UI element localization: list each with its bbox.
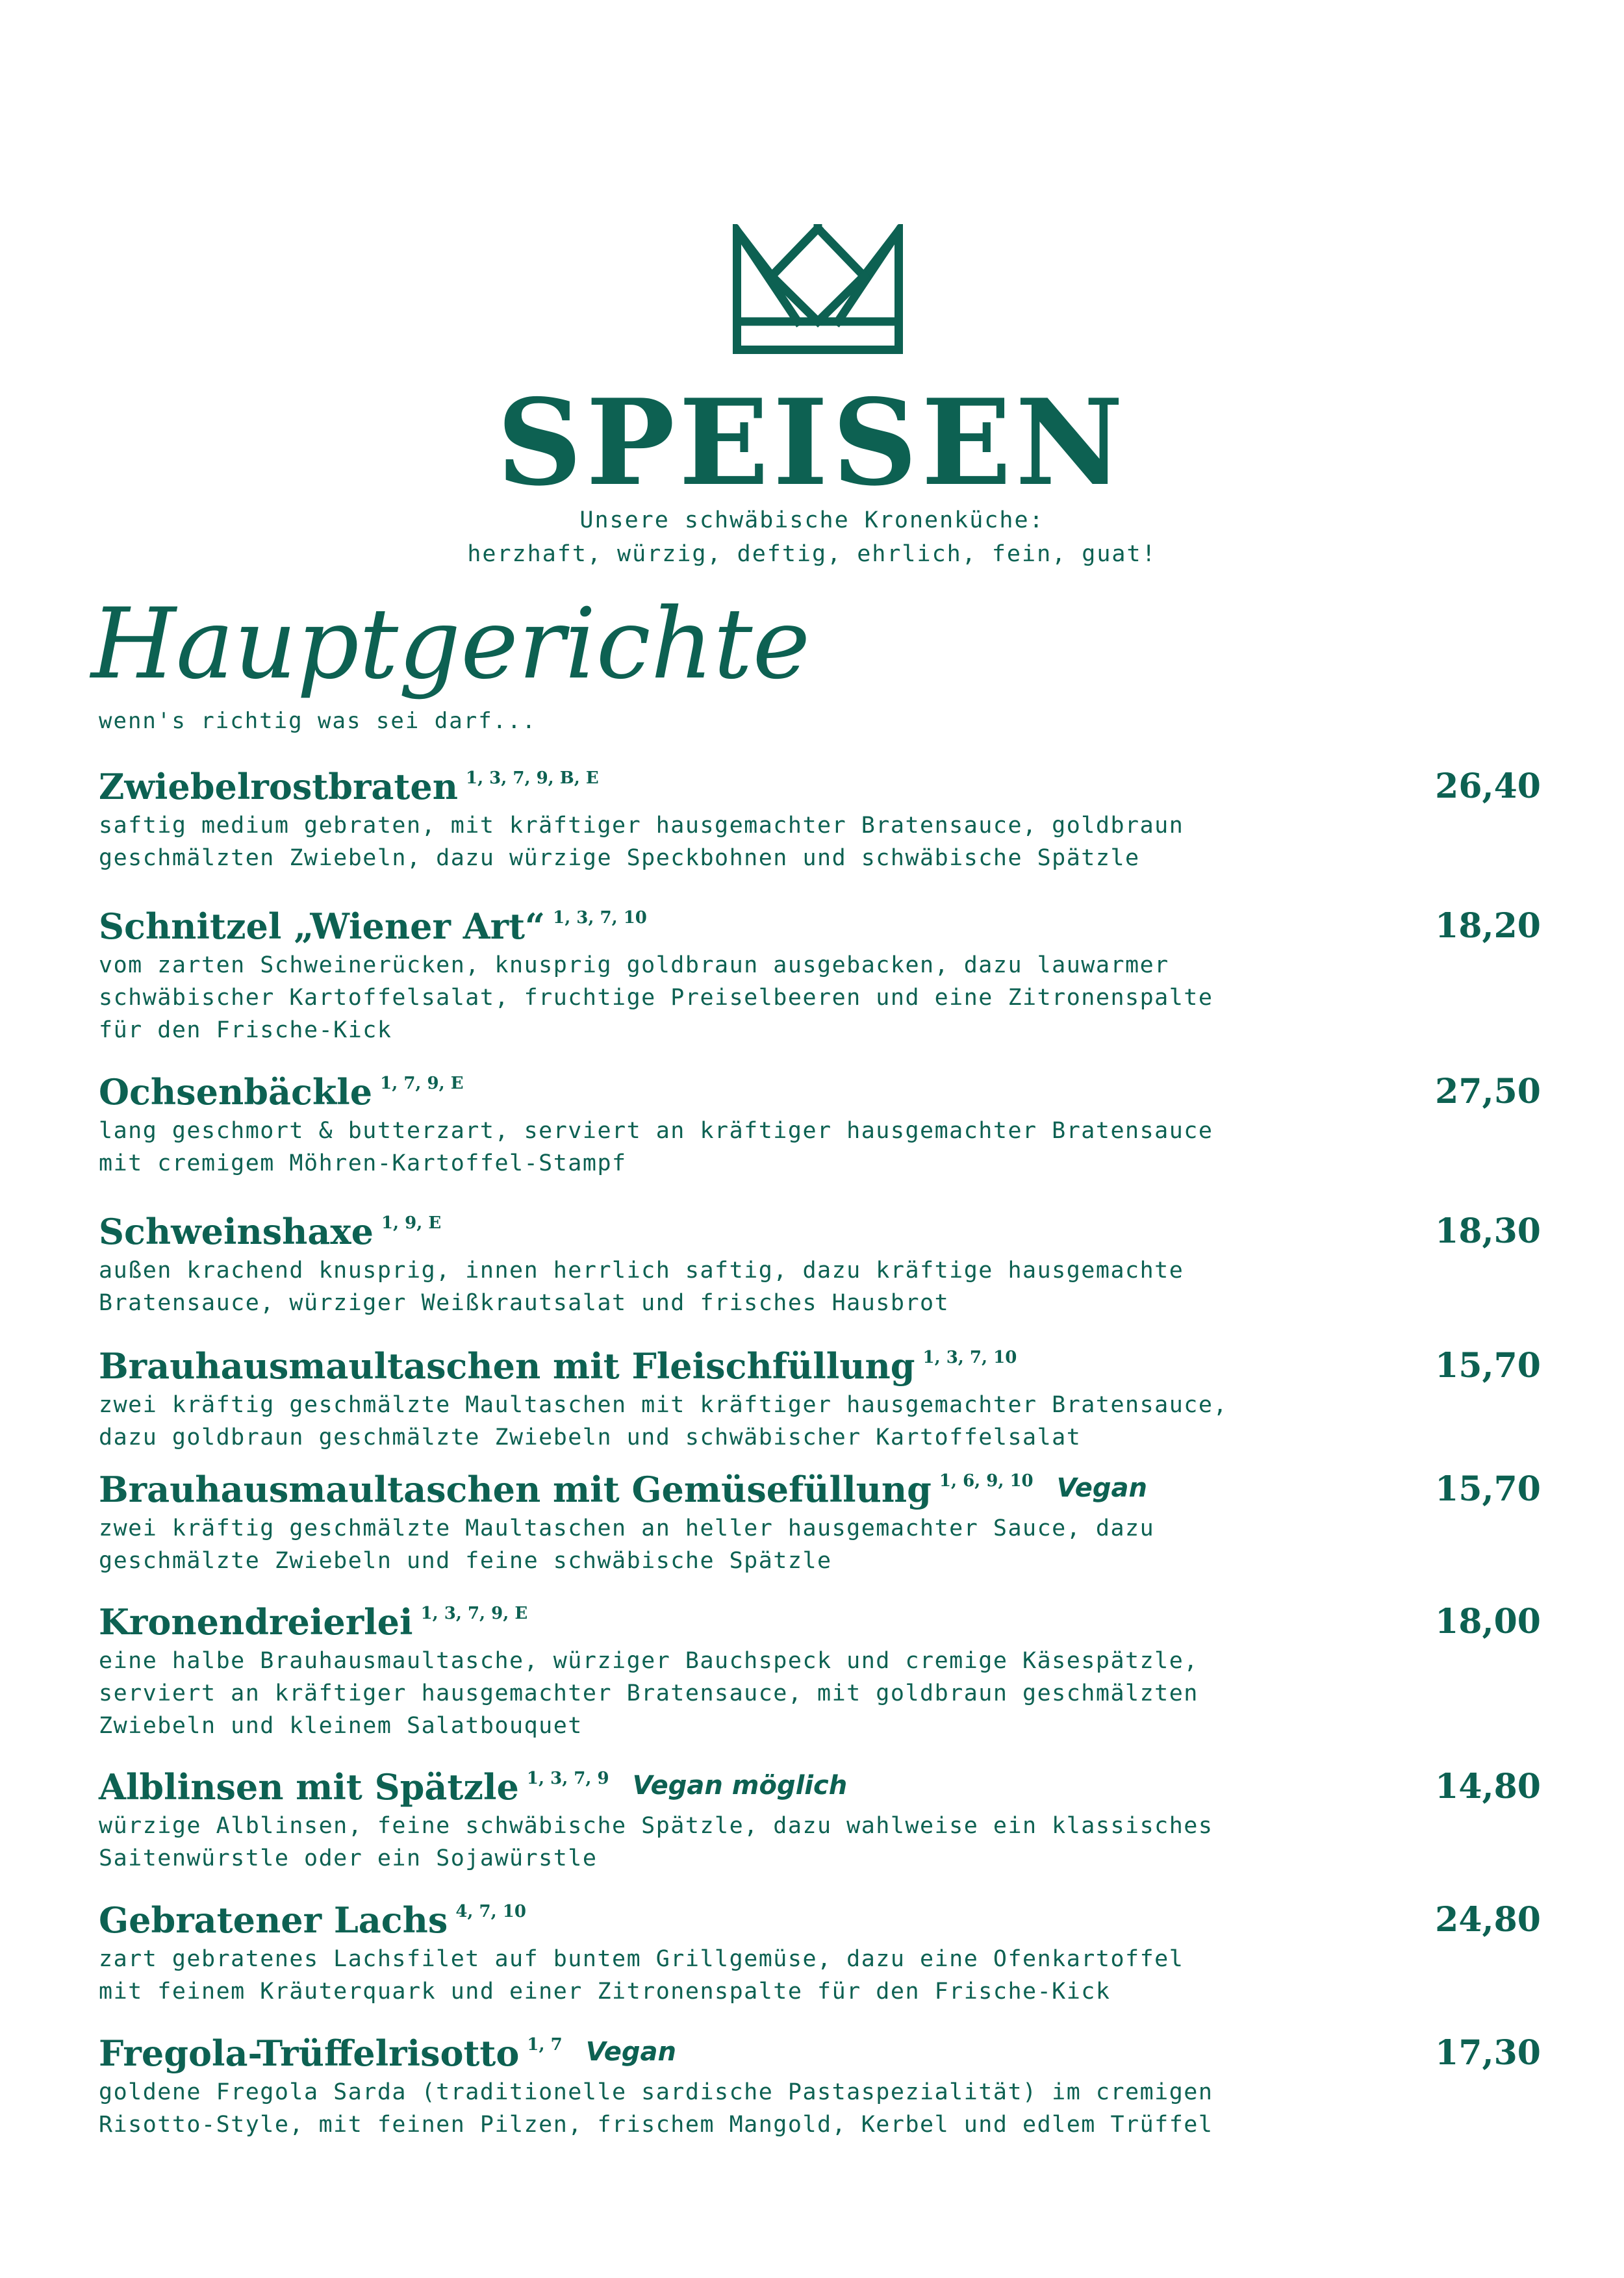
vegan-tag: Vegan: [1056, 1473, 1147, 1503]
subtitle-line-1: Unsere schwäbische Kronenküche:: [579, 507, 1045, 533]
page-subtitle: [0, 503, 1624, 571]
menu-item: [99, 1900, 1541, 2008]
item-allergens: 1, 3, 7, 9, B, E: [465, 768, 599, 788]
item-name: Zwiebelrostbraten: [99, 766, 458, 807]
item-price: 15,70: [1435, 1469, 1541, 1509]
item-description: eine halbe Brauhausmaultasche, würziger Bauchspeck und cremige Käsespätzle, serviert an kräftiger hausgemachter Bratensauce, mit goldbraun geschmälzten Zwiebeln und kleinem Salatbouquet: [99, 1648, 1199, 1740]
item-price: 17,30: [1435, 2033, 1541, 2073]
section-subtitle: wenn's richtig was sei darf...: [99, 708, 537, 734]
item-name: Alblinsen mit Spätzle: [99, 1766, 519, 1808]
menu-item: [99, 1211, 1541, 1319]
menu-item: [99, 906, 1541, 1046]
item-name: Brauhausmaultaschen mit Fleischfüllung: [99, 1345, 915, 1387]
item-name: Kronendreierlei: [99, 1601, 413, 1643]
item-allergens: 1, 3, 7, 9: [526, 1769, 609, 1788]
item-description: außen krachend knusprig, innen herrlich saftig, dazu kräftige hausgemachte Bratensauce, würziger Weißkrautsalat und frisches Hausbrot: [99, 1258, 1184, 1317]
vegan-tag: Vegan: [585, 2037, 676, 2067]
item-price: 18,00: [1435, 1602, 1541, 1641]
menu-item: [99, 1602, 1541, 1742]
item-description: würzige Alblinsen, feine schwäbische Spätzle, dazu wahlweise ein klassisches Saitenwürstle oder ein Sojawürstle: [99, 1813, 1213, 1872]
item-description: zwei kräftig geschmälzte Maultaschen mit kräftiger hausgemachter Bratensauce, dazu goldbraun geschmälzte Zwiebeln und schwäbischer Kartoffelsalat: [99, 1392, 1228, 1451]
menu-item: [99, 2033, 1541, 2141]
item-price: 15,70: [1435, 1346, 1541, 1386]
item-name: Schnitzel „Wiener Art“: [99, 905, 546, 947]
item-name: Ochsenbäckle: [99, 1071, 373, 1113]
item-price: 24,80: [1435, 1900, 1541, 1940]
menu-item: [99, 1346, 1541, 1454]
item-price: 27,50: [1435, 1072, 1541, 1111]
item-price: 26,40: [1435, 766, 1541, 806]
item-allergens: 1, 3, 7, 10: [922, 1348, 1017, 1367]
section-title: Hauptgerichte: [91, 588, 811, 701]
item-allergens: 1, 3, 7, 10: [553, 908, 647, 928]
item-allergens: 1, 3, 7, 9, E: [420, 1604, 528, 1623]
item-description: goldene Fregola Sarda (traditionelle sardische Pastaspezialität) im cremigen Risotto-Style, mit feinen Pilzen, frischem Mangold, Kerbel und edlem Trüffel: [99, 2079, 1213, 2138]
item-allergens: 1, 7, 9, E: [380, 1074, 464, 1093]
item-allergens: 1, 6, 9, 10: [939, 1471, 1034, 1491]
item-allergens: 1, 7: [527, 2035, 563, 2055]
item-description: lang geschmort & butterzart, serviert an kräftiger hausgemachter Bratensauce mit cremigem Möhren-Kartoffel-Stampf: [99, 1118, 1213, 1177]
item-name: Brauhausmaultaschen mit Gemüsefüllung: [99, 1469, 932, 1510]
item-description: vom zarten Schweinerücken, knusprig goldbraun ausgebacken, dazu lauwarmer schwäbischer Kartoffelsalat, fruchtige Preiselbeeren und eine Zitronenspalte für den Frische-Kick: [99, 952, 1213, 1044]
item-price: 18,20: [1435, 906, 1541, 946]
menu-item: [99, 766, 1541, 874]
page-title: SPEISEN: [496, 373, 1128, 512]
item-name: Gebratener Lachs: [99, 1899, 448, 1941]
item-name: Fregola-Trüffelrisotto: [99, 2032, 520, 2074]
item-description: zart gebratenes Lachsfilet auf buntem Grillgemüse, dazu eine Ofenkartoffel mit feinem Kräuterquark und einer Zitronenspalte für den Frische-Kick: [99, 1946, 1184, 2005]
menu-item: [99, 1469, 1541, 1577]
menu-item: [99, 1072, 1541, 1180]
item-price: 18,30: [1435, 1211, 1541, 1251]
item-name: Schweinshaxe: [99, 1211, 374, 1252]
menu-item: [99, 1767, 1541, 1875]
item-allergens: 1, 9, E: [381, 1213, 442, 1233]
crown-icon: [733, 224, 903, 354]
subtitle-line-2: herzhaft, würzig, deftig, ehrlich, fein, guat!: [467, 541, 1157, 567]
item-description: saftig medium gebraten, mit kräftiger hausgemachter Bratensauce, goldbraun geschmälzten Zwiebeln, dazu würzige Speckbohnen und schwäbische Spätzle: [99, 813, 1184, 872]
vegan-possible-tag: Vegan möglich: [632, 1771, 848, 1801]
item-description: zwei kräftig geschmälzte Maultaschen an heller hausgemachter Sauce, dazu geschmälzte Zwiebeln und feine schwäbische Spätzle: [99, 1515, 1155, 1575]
item-allergens: 4, 7, 10: [455, 1902, 526, 1921]
item-price: 14,80: [1435, 1767, 1541, 1806]
